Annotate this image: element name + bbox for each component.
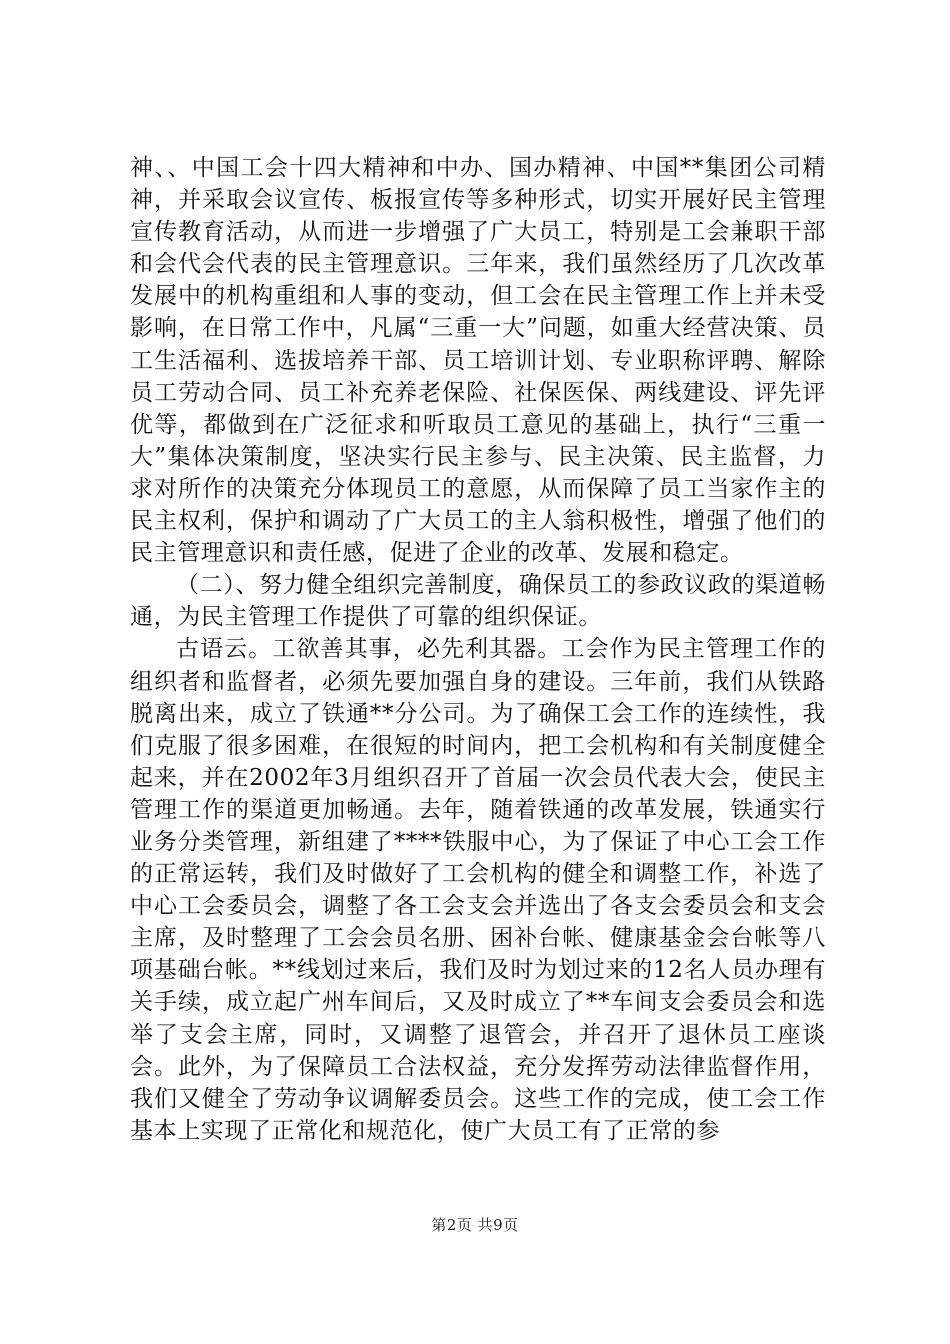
paragraph-3: 古语云。工欲善其事，必先利其器。工会作为民主管理工作的组织者和监督者，必须先要加强自身的建设。三年前，我们从铁路脱离出来，成立了铁通**分公司。为了确保工会工作的连续性，我们克服了很多困难，在很短的时间内，把工会机构和有关制度健全起来，并在2002年3月组织召开了首届一次会员代表大会，使民主管理工作的渠道更加畅通。去年，随着铁通的改革发展，铁通实行业务分类管理，新组建了****铁服中心，为了保证了中心工会工作的正常运转，我们及时做好了工会机构的健全和调整工作，补选了中心工会委员会，调整了各工会支会并选出了各支会委员会和支会主席，及时整理了工会会员名册、困补台帐、健康基金会台帐等八项基础台帐。**线划过来后，我们及时为划过来的12名人员办理有关手续，成立起广州车间后，又及时成立了**车间支会委员会和选举了支会主席，同时，又调整了退管会，并召开了退休员工座谈会。此外，为了保障员工合法权益，充分发挥劳动法律监督作用，我们又健全了劳动争议调解委员会。这些工作的完成，使工会工作基本上实现了正常化和规范化，使广大员工有了正常的参 [130, 636, 826, 1144]
paragraph-2: （二）、努力健全组织完善制度，确保员工的参政议政的渠道畅通，为民主管理工作提供了可靠的组织保证。 [130, 572, 826, 631]
page-number: 第2页 共9页 [431, 1216, 519, 1234]
document-body [130, 152, 826, 1147]
page-footer [0, 1214, 950, 1235]
paragraph-1: 神、、中国工会十四大精神和中办、国办精神、中国**集团公司精神，并采取会议宣传、板报宣传等多种形式，切实开展好民主管理宣传教育活动，从而进一步增强了广大员工，特别是工会兼职干部和会代会代表的民主管理意识。三年来，我们虽然经历了几次改革发展中的机构重组和人事的变动，但工会在民主管理工作上并未受影响，在日常工作中，凡属“三重一大”问题，如重大经营决策、员工生活福利、选拔培养干部、员工培训计划、专业职称评聘、解除员工劳动合同、员工补充养老保险、社保医保、两线建设、评先评优等，都做到在广泛征求和听取员工意见的基础上，执行“三重一大”集体决策制度，坚决实行民主参与、民主决策、民主监督，力求对所作的决策充分体现员工的意愿，从而保障了员工当家作主的民主权利，保护和调动了广大员工的主人翁积极性，增强了他们的民主管理意识和责任感，促进了企业的改革、发展和稳定。 [130, 155, 826, 567]
